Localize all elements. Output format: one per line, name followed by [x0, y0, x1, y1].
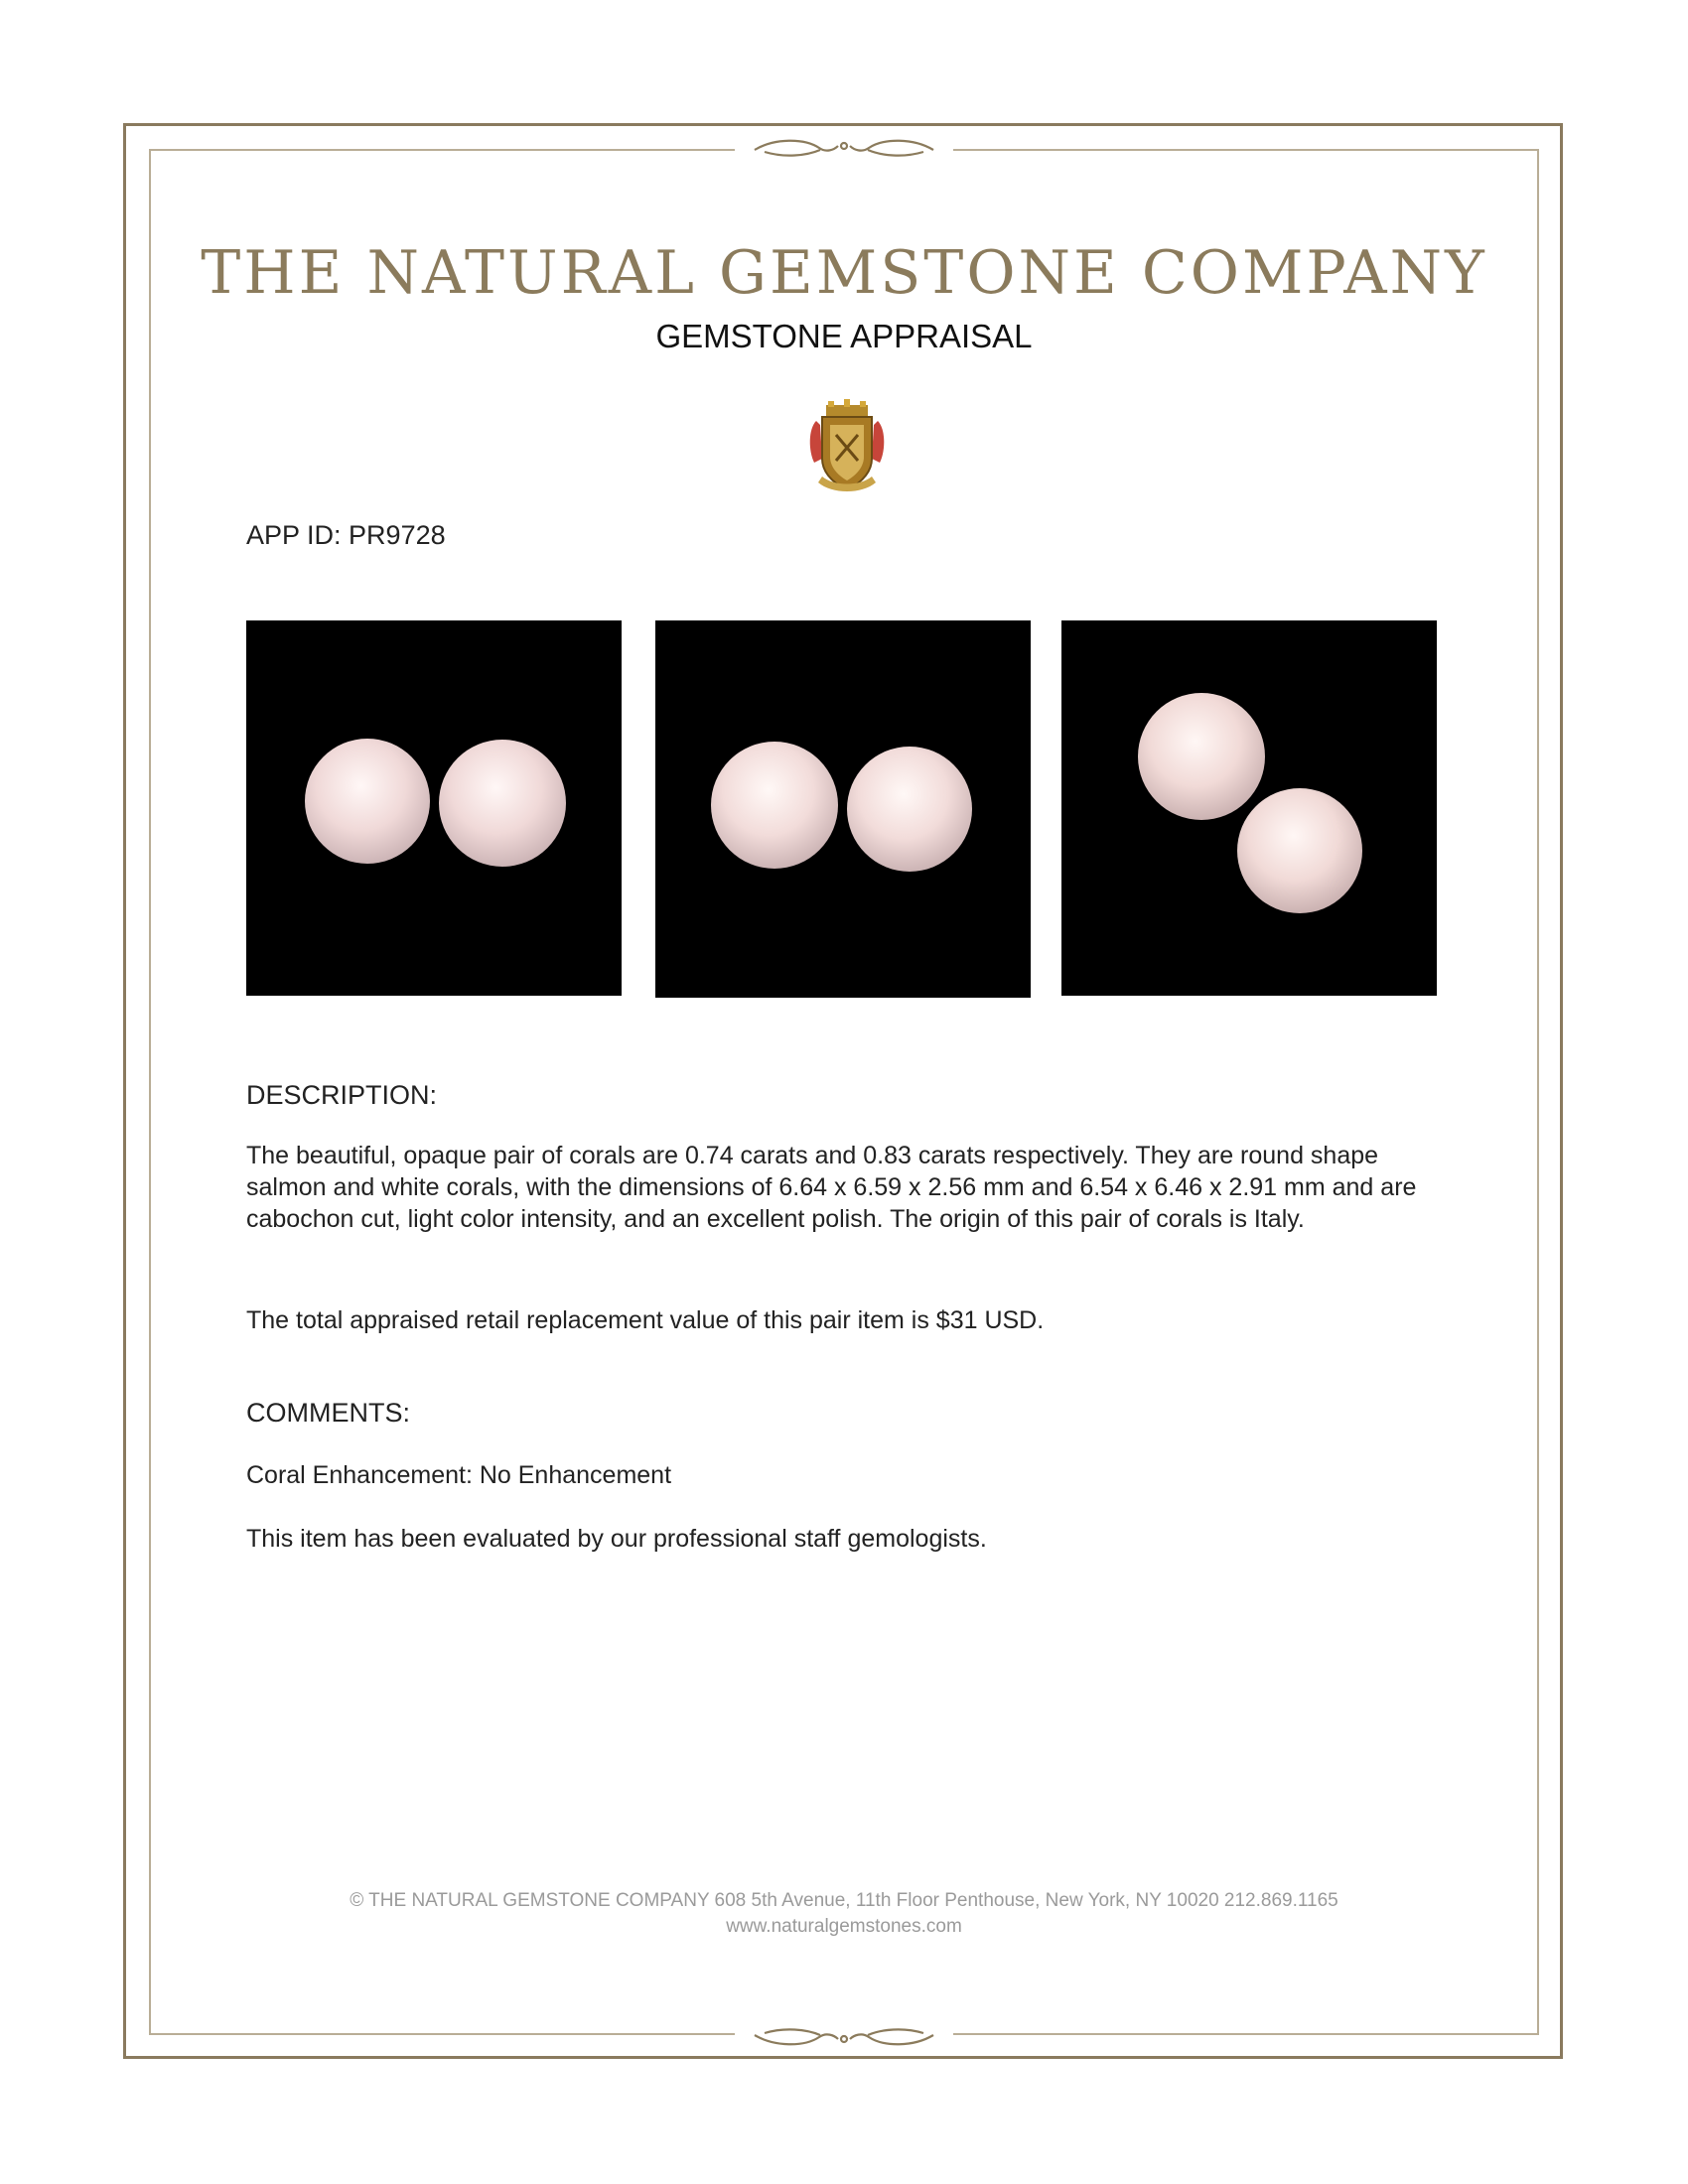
- crest-logo-icon: [802, 399, 892, 498]
- coral-photo-2: [655, 620, 1031, 998]
- description-label: DESCRIPTION:: [246, 1080, 438, 1110]
- bottom-ornament-icon: [735, 2021, 953, 2051]
- enhancement-text: Coral Enhancement: No Enhancement: [246, 1461, 672, 1489]
- document-title: GEMSTONE APPRAISAL: [655, 318, 1033, 354]
- description-text: The beautiful, opaque pair of corals are 0.74 carats and 0.83 carats respectively. They are round shape salmon and white corals, with the dimensions of 6.64 x 6.59 x 2.56 mm and 6.54 x 6.46 x 2.91 mm and are cabochon cut, light color intensity, and an excellent polish. The origin of this pair of corals is Italy.: [246, 1142, 1417, 1233]
- footer-website-link[interactable]: www.naturalgemstones.com: [726, 1916, 962, 1937]
- evaluation-text: This item has been evaluated by our professional staff gemologists.: [246, 1525, 987, 1553]
- app-id: APP ID: PR9728: [246, 520, 446, 550]
- footer-address: © THE NATURAL GEMSTONE COMPANY 608 5th Avenue, 11th Floor Penthouse, New York, NY 10020 212.869.1165: [350, 1890, 1338, 1911]
- comments-label: COMMENTS:: [246, 1398, 410, 1428]
- coral-photo-1: [246, 620, 622, 996]
- top-ornament-icon: [735, 134, 953, 164]
- company-name: THE NATURAL GEMSTONE COMPANY: [201, 238, 1487, 308]
- coral-photo-3: [1061, 620, 1437, 996]
- appraised-value-text: The total appraised retail replacement value of this pair item is $31 USD.: [246, 1306, 1045, 1334]
